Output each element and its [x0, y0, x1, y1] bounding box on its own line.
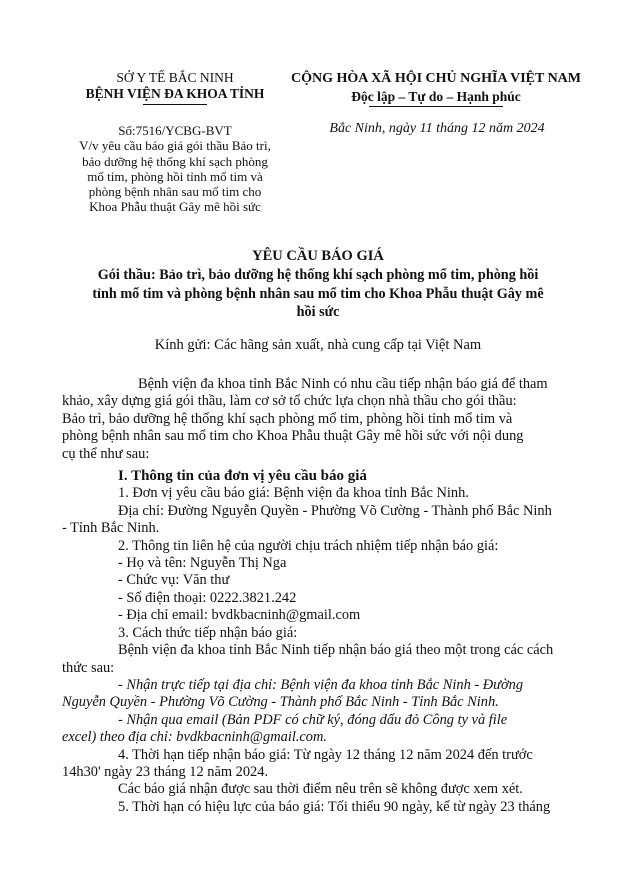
address-line: - Tỉnh Bắc Ninh. — [62, 520, 160, 537]
contact-name: - Họ và tên: Nguyễn Thị Nga — [118, 555, 287, 572]
agency-underline — [143, 104, 207, 105]
parent-agency: SỞ Y TẾ BẮC NINH — [116, 70, 234, 85]
intro-line: phòng bệnh nhân sau mổ tim cho Khoa Phẫu thuật Gây mê hồi sức với nội dung — [62, 428, 524, 445]
place-date: Bắc Ninh, ngày 11 tháng 12 năm 2024 — [329, 121, 545, 136]
subject-line: Khoa Phẫu thuật Gây mê hồi sức — [89, 199, 261, 215]
requester-item: 1. Đơn vị yêu cầu báo giá: Bệnh viện đa khoa tỉnh Bắc Ninh. — [118, 485, 469, 502]
document-body — [62, 376, 569, 816]
method-direct-line: Nguyễn Quyền - Phường Võ Cường - Thành phố Bắc Ninh - Tỉnh Bắc Ninh. — [62, 694, 499, 711]
intro-line: cụ thể như sau: — [62, 445, 150, 462]
method-email-line: excel) theo địa chỉ: bvdkbacninh@gmail.com. — [62, 729, 327, 746]
package-title — [76, 266, 560, 322]
package-title-line: Gói thầu: Bảo trì, bảo dưỡng hệ thống khí sạch phòng mổ tim, phòng hồi — [97, 267, 539, 283]
address-line: Địa chỉ: Đường Nguyễn Quyền - Phường Võ Cường - Thành phố Bắc Ninh — [118, 502, 552, 519]
method-intro-line: Bệnh viện đa khoa tỉnh Bắc Ninh tiếp nhận báo giá theo một trong các cách — [118, 642, 554, 659]
country-name: CỘNG HÒA XÃ HỘI CHỦ NGHĨA VIỆT NAM — [290, 71, 581, 86]
contact-email: - Địa chỉ email: bvdkbacninh@gmail.com — [118, 607, 361, 624]
subject-line: bảo dưỡng hệ thống khí sạch phòng — [82, 153, 268, 169]
subject-line: V/v yêu cầu báo giá gói thầu Bảo trì, — [79, 138, 271, 154]
national-motto: Độc lập – Tự do – Hạnh phúc — [351, 89, 521, 104]
contact-position: - Chức vụ: Văn thư — [118, 572, 230, 589]
document-title: YÊU CẦU BÁO GIÁ — [252, 248, 384, 264]
deadline-line: 14h30' ngày 23 tháng 12 năm 2024. — [62, 763, 269, 780]
section-heading: I. Thông tin của đơn vị yêu cầu báo giá — [118, 468, 367, 485]
national-title-block — [290, 70, 582, 107]
intro-line: Bệnh viện đa khoa tỉnh Bắc Ninh có nhu cầu tiếp nhận báo giá để tham — [138, 376, 548, 392]
method-item: 3. Cách thức tiếp nhận báo giá: — [118, 624, 298, 641]
hospital-name: BỆNH VIỆN ĐA KHOA TỈNH — [85, 86, 265, 101]
contact-item: 2. Thông tin liên hệ của người chịu trách nhiệm tiếp nhận báo giá: — [118, 537, 499, 554]
late-note: Các báo giá nhận được sau thời điểm nêu trên sẽ không được xem xét. — [118, 781, 523, 798]
method-email-line: - Nhận qua email (Bản PDF có chữ ký, đóng dấu đỏ Công ty và file — [118, 711, 508, 728]
validity-line: 5. Thời hạn có hiệu lực của báo giá: Tối thiểu 90 ngày, kể từ ngày 23 tháng — [118, 798, 551, 815]
recipient-line: Kính gửi: Các hãng sản xuất, nhà cung cấp tại Việt Nam — [154, 337, 482, 353]
subject-line: phòng bệnh nhân sau mổ tim cho — [88, 184, 262, 200]
deadline-line: 4. Thời hạn tiếp nhận báo giá: Từ ngày 12 tháng 12 năm 2024 đến trước — [118, 746, 533, 763]
package-title-line: tỉnh mổ tim và phòng bệnh nhân sau mổ tim cho Khoa Phẫu thuật Gây mê — [92, 285, 544, 302]
intro-line: Bảo trì, bảo dưỡng hệ thống khí sạch phòng mổ tim, phòng hồi tỉnh mổ tim và — [62, 410, 513, 427]
document-number: Số:7516/YCBG-BVT — [118, 123, 232, 138]
subject-line: mổ tim, phòng hồi tỉnh mổ tim và — [87, 168, 263, 184]
method-direct-line: - Nhận trực tiếp tại địa chỉ: Bệnh viện đa khoa tỉnh Bắc Ninh - Đường — [118, 676, 524, 693]
contact-phone: - Số điện thoại: 0222.3821.242 — [118, 589, 297, 606]
motto-underline — [369, 106, 503, 107]
method-intro-line: thức sau: — [62, 659, 115, 676]
issuing-agency-block — [62, 70, 288, 105]
package-title-line: hồi sức — [296, 304, 340, 321]
document-reference — [62, 123, 288, 215]
intro-line: khảo, xây dựng giá gói thầu, làm cơ sở tổ chức lựa chọn nhà thầu cho gói thầu: — [62, 393, 517, 410]
